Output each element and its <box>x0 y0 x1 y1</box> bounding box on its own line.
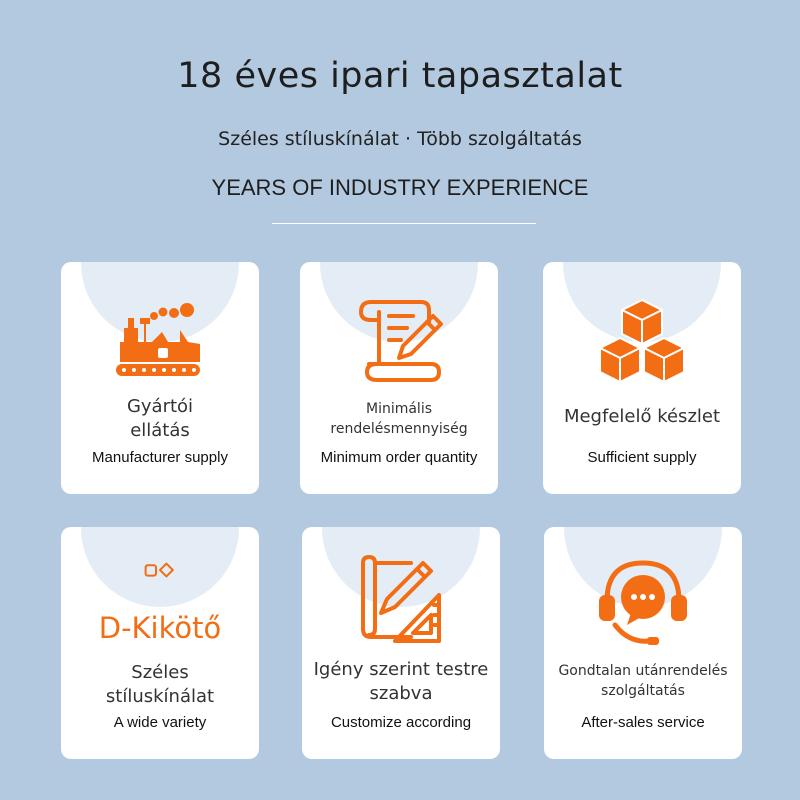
feature-card-after-sales <box>544 527 742 759</box>
boxes-icon <box>592 284 692 384</box>
card-label-en: Sufficient supply <box>587 449 697 466</box>
shapes-icon <box>115 562 205 602</box>
card-label-en: Minimum order quantity <box>320 449 478 466</box>
feature-card-customize <box>302 527 500 759</box>
feature-card-variety <box>61 527 259 759</box>
page-subtitle: Széles stíluskínálat · Több szolgáltatás <box>218 128 582 150</box>
card-label-hu: Széles stíluskínálat <box>105 662 215 707</box>
card-label-en: After-sales service <box>581 714 705 731</box>
page-subtitle-en: YEARS OF INDUSTRY EXPERIENCE <box>211 175 589 200</box>
card-label-hu: Megfelelő készlet <box>563 406 721 427</box>
card-label-en: A wide variety <box>113 714 207 731</box>
feature-card-manufacturer <box>61 262 259 494</box>
scroll-pen-icon <box>349 284 449 384</box>
brand-logo-text: D-Kikötő <box>98 611 222 645</box>
card-label-en: Customize according <box>330 714 472 731</box>
card-label-en: Manufacturer supply <box>92 449 228 466</box>
feature-card-supply <box>543 262 741 494</box>
header-divider <box>272 223 536 224</box>
headset-icon <box>593 549 693 649</box>
card-label-hu: Minimális rendelésmennyiség <box>330 401 468 437</box>
card-label-hu: Gondtalan utánrendelés szolgáltatás <box>558 663 728 699</box>
page-title: 18 éves ipari tapasztalat <box>177 56 623 96</box>
feature-card-min-order <box>300 262 498 494</box>
blueprint-icon <box>351 549 451 649</box>
factory-icon <box>110 284 210 384</box>
card-label-hu: Gyártói ellátás <box>126 396 194 441</box>
card-label-hu: Igény szerint testre szabva <box>313 659 489 704</box>
